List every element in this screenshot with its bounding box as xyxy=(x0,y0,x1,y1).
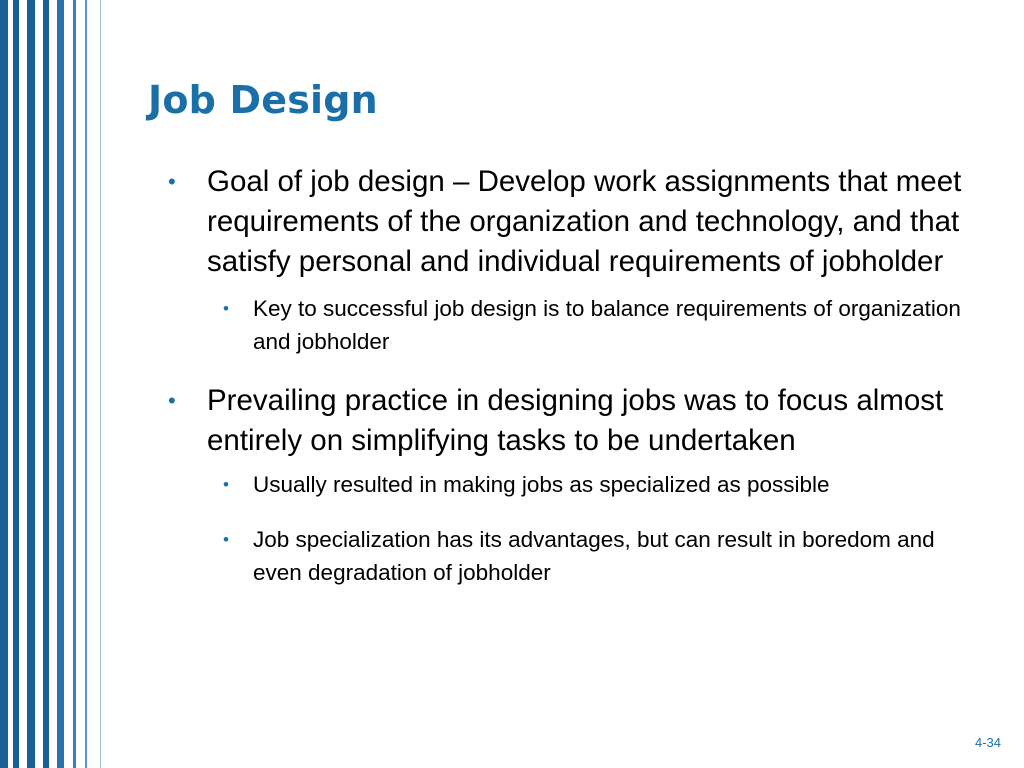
sub-bullet-text: Job specialization has its advantages, but can result in boredom and even degradation of jobholder xyxy=(253,527,935,585)
sub-bullet-text: Key to successful job design is to balance requirements of organization and jobholder xyxy=(253,296,961,354)
bullet-list xyxy=(168,162,968,612)
bullet-marker: • xyxy=(223,530,229,549)
bullet-marker: • xyxy=(223,299,229,318)
bullet-item xyxy=(168,381,968,461)
page-number: 4-34 xyxy=(974,735,1001,750)
sub-bullet-text: Usually resulted in making jobs as specialized as possible xyxy=(253,471,830,497)
bullet-marker: • xyxy=(223,474,229,494)
bullet-marker: • xyxy=(168,169,176,194)
decorative-stripe xyxy=(73,0,76,768)
decorative-stripe xyxy=(43,0,49,768)
sub-bullet-item xyxy=(207,523,968,589)
decorative-stripe xyxy=(27,0,35,768)
decorative-stripe xyxy=(85,0,87,768)
slide-title: Job Design xyxy=(148,78,378,122)
sub-bullet-item xyxy=(207,292,968,358)
bullet-text: Goal of job design – Develop work assignments that meet requirements of the organization and technology, and that satisfy personal and individual requirements of jobholder xyxy=(207,165,962,278)
decorative-stripe xyxy=(13,0,19,768)
decorative-stripe xyxy=(0,0,8,768)
bullet-item xyxy=(168,162,968,282)
sub-bullet-item xyxy=(207,468,968,501)
decorative-stripe xyxy=(57,0,64,768)
decorative-stripe xyxy=(100,0,101,768)
bullet-text: Prevailing practice in designing jobs was to focus almost entirely on simplifying tasks to be undertaken xyxy=(207,383,944,457)
bullet-marker: • xyxy=(168,387,176,413)
